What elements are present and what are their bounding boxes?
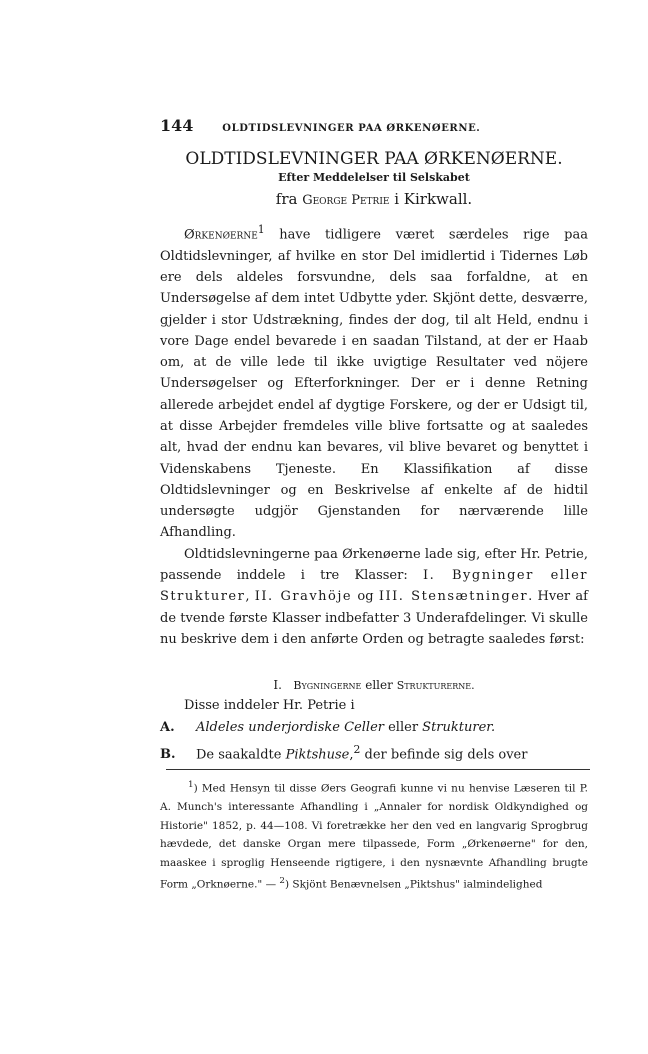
intro-line: Disse inddeler Hr. Petrie i xyxy=(184,698,355,713)
paragraph-2 xyxy=(160,544,588,650)
running-head xyxy=(160,116,500,135)
running-title: OLDTIDSLEVNINGER PAA ØRKENØERNE. xyxy=(222,123,481,134)
page-number: 144 xyxy=(160,116,194,135)
footnote-divider xyxy=(166,769,590,770)
section-connector: eller xyxy=(365,678,393,692)
paragraph-1 xyxy=(160,219,588,544)
section-heading xyxy=(160,675,588,696)
footnote-1-marker: 1 xyxy=(188,780,194,790)
article-title: OLDTIDSLEVNINGER PAA ØRKENØERNE. xyxy=(185,149,563,169)
section-part-2: Strukturerne. xyxy=(396,679,475,692)
article-subtitle: Efter Meddelelser til Selskabet xyxy=(278,171,470,184)
item-b-post: der befinde sig dels over xyxy=(360,747,528,763)
section-numeral: I. xyxy=(273,678,282,692)
footnotes xyxy=(160,776,588,894)
list-item-b: B. De saakaldte Piktshuse,$^2$ der befinde sig dels over xyxy=(160,739,588,765)
item-b-italic: Piktshuse xyxy=(285,747,350,763)
footnote-ref-2: 2 xyxy=(353,743,361,756)
paragraph-lead: Ørkenøerne xyxy=(184,227,258,243)
footnote-2-marker: 2 xyxy=(279,876,285,886)
article-byline xyxy=(160,188,588,212)
footnote-text xyxy=(160,776,588,894)
item-b-pre: De saakaldte xyxy=(196,747,286,763)
footnote-1-text: ) Med Hensyn til disse Øers Geografi kunne vi nu henvise Læseren til P. A. Munch's interessante Afhandling i „Annaler for nordisk Oldkyndighed og Historie" 1852, p. 44—108. Vi foretrække her den ved en langvarig Sprogbrug hævdede, det danske Organ mere tilpassede, Form „Ørkenøerne" for den, maaskee i sproglig Henseende rigtigere, i den nysnævnte Afhandling brugte Form „Orknøerne." — xyxy=(160,782,588,891)
author-name: George Petrie xyxy=(302,193,390,208)
paragraph-2-text-2: , xyxy=(245,589,255,605)
paragraph-2-text-1: Oldtidslevningerne paa Ørkenøerne lade sig, efter Hr. Petrie, passende inddele i tre Klasser: xyxy=(160,546,588,584)
paragraph-2-text-3: og xyxy=(352,589,379,605)
list-item-a xyxy=(160,717,588,738)
byline-suffix: i Kirkwall. xyxy=(389,190,473,208)
item-a-italic: Aldeles underjordiske Celler xyxy=(196,720,384,735)
body-text xyxy=(160,219,588,650)
item-a-italic-2: Strukturer. xyxy=(422,720,496,735)
item-b-label: B. xyxy=(160,747,176,763)
item-a-label: A. xyxy=(160,720,175,735)
class-1: I. Bygninger eller Strukturer xyxy=(160,568,588,605)
section-part-1: Bygningerne xyxy=(293,679,362,692)
class-2: II. Gravhöje xyxy=(254,589,353,605)
item-a-connector: eller xyxy=(383,720,423,735)
class-3: III. Stensætninger xyxy=(378,589,529,605)
footnote-2-text: ) Skjönt Benævnelsen „Piktshus" ialmindelighed xyxy=(285,878,543,891)
byline-prefix: fra xyxy=(275,190,303,208)
paragraph-2-text-4: . Hver af de tvende første Klasser indbefatter 3 Underafdelinger. Vi skulle nu beskrive dem i den anførte Orden og betragte saaledes først: xyxy=(160,589,588,647)
footnote-ref-1: 1 xyxy=(257,223,265,236)
paragraph-1-text: have tidligere været særdeles rige paa Oldtidslevninger, af hvilke en stor Del imidlertid i Tidernes Løb ere dels aldeles forsvundne, dels saa forfaldne, at en Undersøgelse af dem intet Udbytte yder. Skjönt dette, desværre, gjelder i stor Udstrækning, findes der dog, til alt Held, endnu i vore Dage endel bevarede i en saadan Tilstand, at der er Haab om, at de ville lede til ikke uvigtige Resultater ved nöjere Undersøgelser og Efterforkninger. Der er i denne Retning allerede arbejdet endel af dygtige Forskere, og der er Udsigt til, at disse Arbejder fremdeles ville blive fortsatte og at saaledes alt, hvad der endnu kan bevares, vil blive bevaret og benyttet i Videnskabens Tjeneste. En Klassifikation af disse Oldtidslevninger og en Beskrivelse af enkelte af de hidtil undersøgte udgjör Gjenstanden for nærværende lille Afhandling. xyxy=(160,227,588,541)
